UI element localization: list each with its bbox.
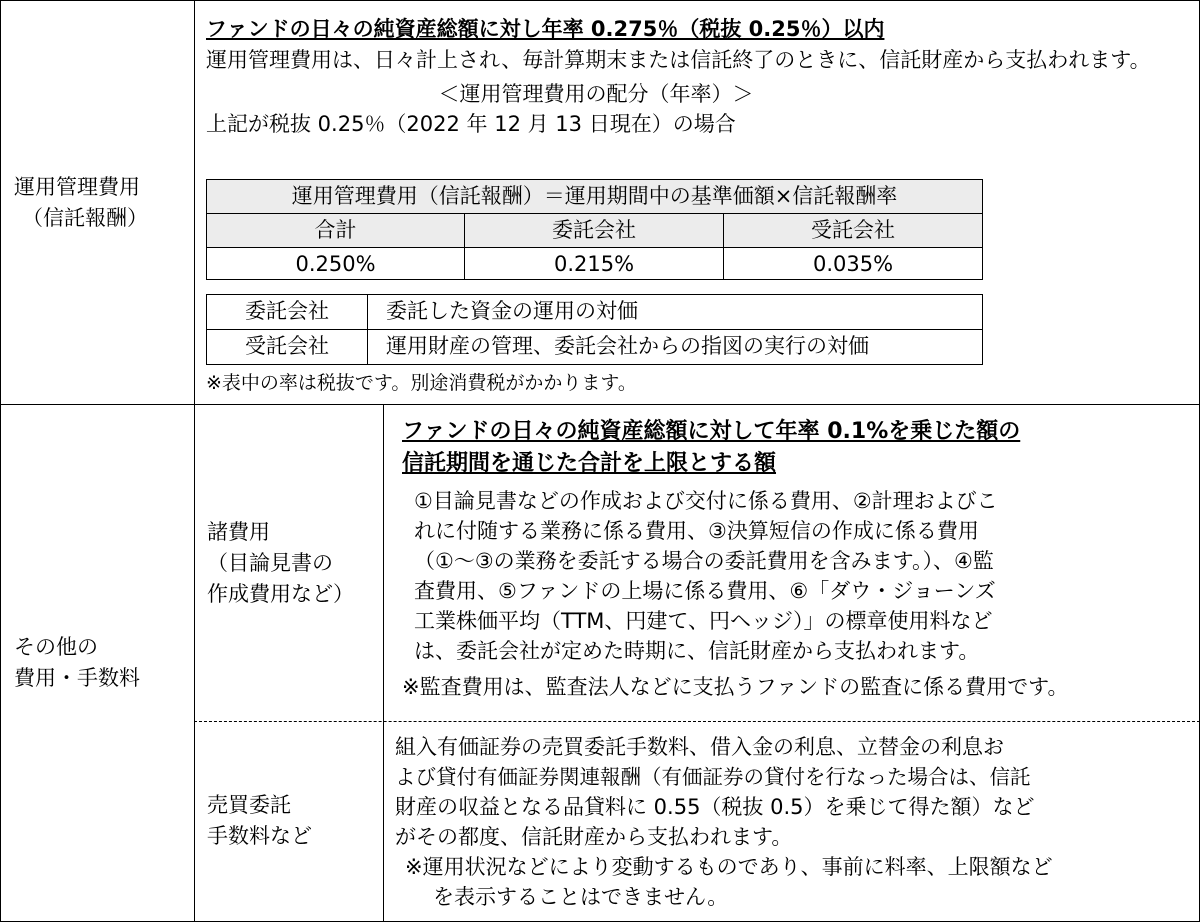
- brokerage-body-line: 財産の収益となる品貸料に 0.55（税抜 0.5）を乗じて得た額）など: [395, 795, 1035, 819]
- misc-body-line: れに付随する業務に係る費用、③決算短信の作成に係る費用: [414, 519, 979, 543]
- dashed-row-divider: [194, 721, 1200, 722]
- misc-headline-line1: ファンドの日々の純資産総額に対して年率 0.1%を乗じた額の: [402, 419, 1021, 444]
- table-border-bottom: [0, 921, 1200, 922]
- recipient-party: 受託会社: [245, 334, 329, 358]
- misc-fee-label: [207, 517, 354, 610]
- misc-body-line: （①～③の業務を委託する場合の委託費用を含みます。）、④監: [414, 549, 994, 573]
- misc-body-line: は、委託会社が定めた時期に、信託財産から支払われます。: [414, 639, 980, 663]
- value-management-company: 0.215%: [553, 252, 635, 276]
- brokerage-fee-label-line2: 手数料など: [207, 824, 312, 848]
- fee1-description: 運用管理費用は、日々計上され、毎計算期末または信託終了のときに、信託財産から支払われます。: [206, 48, 1151, 72]
- fee-category-label: [14, 172, 148, 234]
- recipient-table-col: [367, 294, 368, 365]
- misc-body-line: ①目論見書などの作成および交付に係る費用、②計理およびこ: [414, 489, 998, 513]
- header-management-company: 委託会社: [552, 218, 636, 242]
- basis-note: 上記が税抜 0.25％（2022 年 12 月 13 日現在）の場合: [206, 112, 736, 136]
- row-divider: [0, 404, 1200, 405]
- breakdown-title: ＜運用管理費用の配分（年率）＞: [438, 82, 754, 106]
- brokerage-body-line: 組入有価証券の売買委託手数料、借入金の利息、立替金の利息お: [395, 735, 1004, 759]
- table-border-top: [0, 0, 1200, 1]
- misc-body: [402, 486, 1069, 666]
- recipient-party: 委託会社: [245, 299, 329, 323]
- misc-fee-content: [402, 416, 1069, 703]
- fee-category-line1: 運用管理費用: [14, 175, 140, 199]
- recipient-table-bottom: [206, 364, 983, 365]
- other-fee-category-line1: その他の: [14, 635, 98, 659]
- allocation-table-line: [206, 247, 983, 248]
- other-fee-category-label: [14, 632, 140, 694]
- allocation-table-line: [206, 213, 983, 214]
- value-trustee: 0.035%: [812, 252, 894, 276]
- misc-headline-line2: 信託期間を通じた合計を上限とする額: [402, 451, 777, 476]
- misc-fee-label-line1: 諸費用: [207, 520, 270, 544]
- fee1-content: [206, 14, 1191, 138]
- header-trustee: 受託会社: [811, 218, 895, 242]
- recipient-table-top: [206, 294, 983, 295]
- brokerage-note-line1: ※運用状況などにより変動するものであり、事前に料率、上限額など: [405, 855, 1053, 879]
- table-border-left: [0, 0, 1, 922]
- tax-note: ※表中の率は税抜です。別途消費税がかかります。: [206, 372, 637, 394]
- recipient-table-right: [982, 294, 983, 365]
- brokerage-note-line2: を表示することはできません。: [433, 885, 729, 909]
- recipient-service: 委託した資金の運用の対価: [386, 299, 638, 323]
- brokerage-body-line: がその都度、信託財産から支払われます。: [395, 825, 793, 849]
- fee-category-line2: （信託報酬）: [22, 206, 148, 230]
- misc-body-line: 工業株価平均（TTM、円建て、円ヘッジ）」の標章使用料など: [414, 609, 993, 633]
- subcolumn-divider: [383, 404, 384, 922]
- recipient-service: 運用財産の管理、委託会社からの指図の実行の対価: [386, 334, 869, 358]
- brokerage-body-line: よび貸付有価証券関連報酬（有価証券の貸付を行なった場合は、信託: [395, 765, 1031, 789]
- fee1-headline: ファンドの日々の純資産総額に対し年率 0.275％（税抜 0.25％）以内: [206, 17, 885, 41]
- column-divider: [194, 0, 195, 922]
- misc-note: ※監査費用は、監査法人などに支払うファンドの監査に係る費用です。: [402, 675, 1069, 699]
- brokerage-fee-content: [395, 732, 1053, 912]
- misc-fee-label-line3: 作成費用など）: [207, 582, 354, 606]
- misc-fee-label-line2: （目論見書の: [207, 551, 333, 575]
- brokerage-fee-label-line1: 売買委託: [207, 793, 291, 817]
- value-total: 0.250%: [295, 252, 376, 276]
- misc-body-line: 査費用、⑤ファンドの上場に係る費用、⑥「ダウ・ジョーンズ: [414, 579, 996, 603]
- allocation-table-top: [206, 179, 983, 180]
- allocation-table-right: [982, 179, 983, 280]
- formula-cell: 運用管理費用（信託報酬）＝運用期間中の基準価額×信託報酬率: [291, 184, 898, 208]
- brokerage-fee-label: [207, 790, 312, 852]
- other-fee-category-line2: 費用・手数料: [14, 666, 140, 690]
- recipient-table-line: [206, 329, 983, 330]
- header-total: 合計: [314, 218, 357, 242]
